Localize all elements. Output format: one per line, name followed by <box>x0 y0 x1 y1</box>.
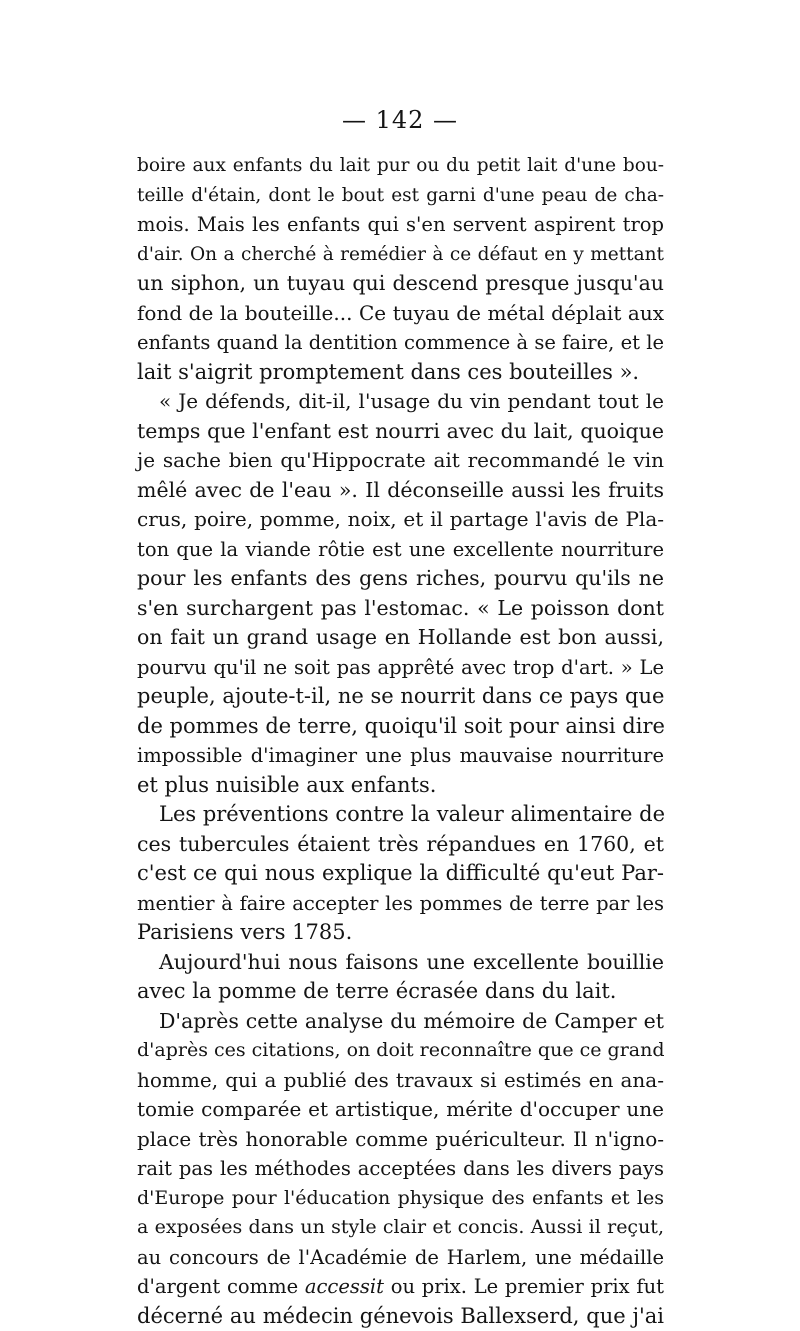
text-line: rait pas les méthodes acceptées dans les divers pays <box>137 1154 664 1184</box>
text-line: peuple, ajoute-t-il, ne se nourrit dans ce pays que <box>137 682 664 712</box>
text-line: Aujourd'hui nous faisons une excellente bouillie <box>137 948 664 978</box>
text-line: on fait un grand usage en Hollande est bon aussi, <box>137 623 664 653</box>
text-line: pour les enfants des gens riches, pourvu qu'ils ne <box>137 564 664 594</box>
text-line: mentier à faire accepter les pommes de terre par les <box>137 889 664 919</box>
text-line: impossible d'imaginer une plus mauvaise nourriture <box>137 741 664 771</box>
text-line: D'après cette analyse du mémoire de Camper et <box>137 1007 664 1037</box>
text-line: place très honorable comme puériculteur. Il n'igno- <box>137 1125 664 1155</box>
text-line: et plus nuisible aux enfants. <box>137 771 664 801</box>
text-line: d'Europe pour l'éducation physique des enfants et les <box>137 1184 664 1214</box>
text-line: un siphon, un tuyau qui descend presque jusqu'au <box>137 269 664 299</box>
text-line: mois. Mais les enfants qui s'en servent aspirent trop <box>137 210 664 240</box>
text-line: a exposées dans un style clair et concis. Aussi il reçut, <box>137 1213 664 1243</box>
text-line: boire aux enfants du lait pur ou du petit lait d'une bou- <box>137 151 664 181</box>
text-line: avec la pomme de terre écrasée dans du lait. <box>137 977 664 1007</box>
text-line: ton que la viande rôtie est une excellente nourriture <box>137 535 664 565</box>
page-number: — 142 — <box>0 106 800 134</box>
text-line: lait s'aigrit promptement dans ces bouteilles ». <box>137 358 664 388</box>
text-line: d'après ces citations, on doit reconnaître que ce grand <box>137 1036 664 1066</box>
text-line: d'air. On a cherché à remédier à ce défaut en y mettant <box>137 240 664 270</box>
text-line: mêlé avec de l'eau ». Il déconseille aussi les fruits <box>137 476 664 506</box>
text-line: s'en surchargent pas l'estomac. « Le poisson dont <box>137 594 664 624</box>
text-line: d'argent comme accessit ou prix. Le premier prix fut <box>137 1272 664 1302</box>
text-line: c'est ce qui nous explique la difficulté qu'eut Par- <box>137 859 664 889</box>
italic-term: accessit <box>305 1275 384 1298</box>
text-line: teille d'étain, dont le bout est garni d'une peau de cha- <box>137 181 664 211</box>
text-line: « Je défends, dit-il, l'usage du vin pendant tout le <box>137 387 664 417</box>
text-line: Parisiens vers 1785. <box>137 918 664 948</box>
text-line: Les préventions contre la valeur alimentaire de <box>137 800 664 830</box>
text-line: au concours de l'Académie de Harlem, une médaille <box>137 1243 664 1273</box>
body-text <box>137 151 664 1331</box>
text-line: enfants quand la dentition commence à se faire, et le <box>137 328 664 358</box>
text-line: homme, qui a publié des travaux si estimés en ana- <box>137 1066 664 1096</box>
text-line: crus, poire, pomme, noix, et il partage l'avis de Pla- <box>137 505 664 535</box>
text-line: tomie comparée et artistique, mérite d'occuper une <box>137 1095 664 1125</box>
text-line: ces tubercules étaient très répandues en 1760, et <box>137 830 664 860</box>
text-line: pourvu qu'il ne soit pas apprêté avec trop d'art. » Le <box>137 653 664 683</box>
text-line: de pommes de terre, quoiqu'il soit pour ainsi dire <box>137 712 664 742</box>
text-line: décerné au médecin génevois Ballexserd, que j'ai <box>137 1302 664 1331</box>
text-line: je sache bien qu'Hippocrate ait recommandé le vin <box>137 446 664 476</box>
text-line: fond de la bouteille... Ce tuyau de métal déplait aux <box>137 299 664 329</box>
text-line: temps que l'enfant est nourri avec du lait, quoique <box>137 417 664 447</box>
